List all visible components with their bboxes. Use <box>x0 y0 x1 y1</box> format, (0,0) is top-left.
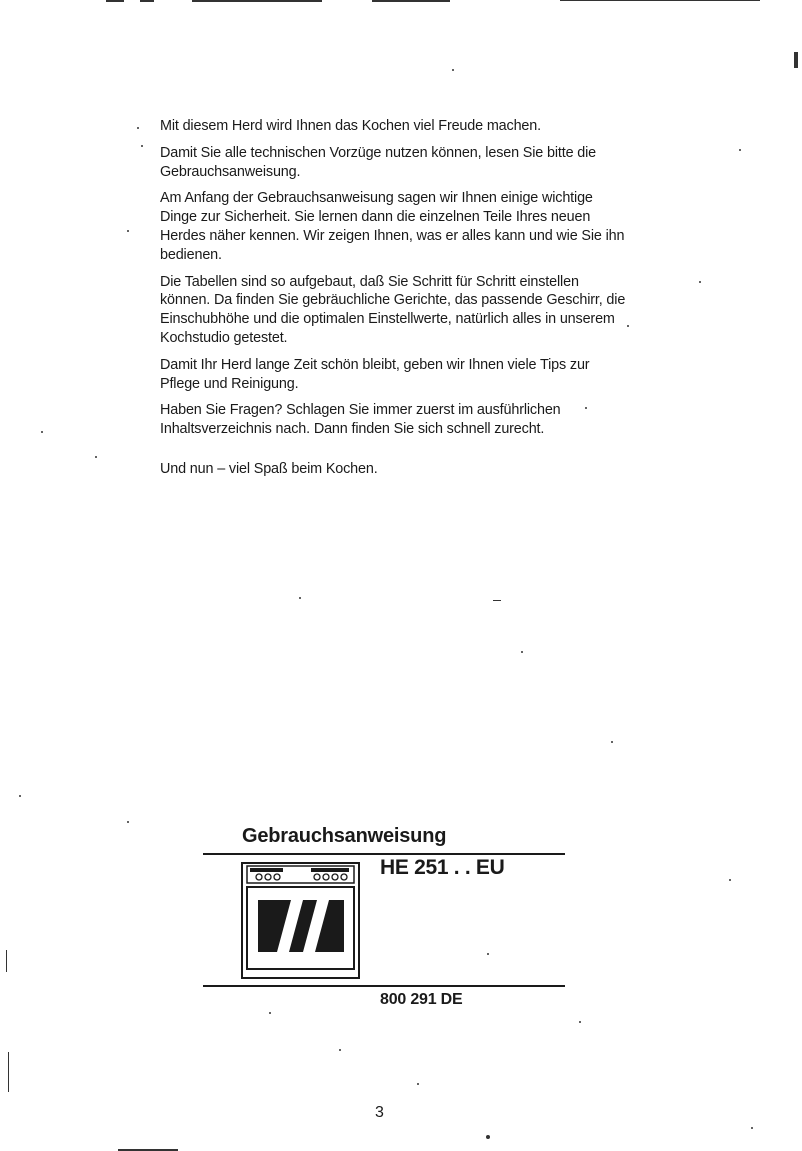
intro-closing: Und nun – viel Spaß beim Kochen. <box>160 460 378 477</box>
intro-paragraph-1: Mit diesem Herd wird Ihnen das Kochen viel Freude machen. <box>160 118 541 134</box>
intro-paragraph-3: Am Anfang der Gebrauchsanweisung sagen wir Ihnen einige wichtige Dinge zur Sicherheit. Sie lernen dann die einzelnen Teile Ihres neuen Herdes näher kennen. Wir zeigen Ihnen, was er alles kann und wie Sie ihn bedienen. <box>160 190 625 263</box>
intro-paragraph-6: Haben Sie Fragen? Schlagen Sie immer zuerst im ausführlichen Inhaltsverzeichnis nach. Dann finden Sie sich schnell zurecht. <box>160 402 561 438</box>
cover-title: Gebrauchsanweisung <box>242 825 447 847</box>
model-number: HE 251 . . EU <box>380 856 505 879</box>
intro-paragraph-4: Die Tabellen sind so aufgebaut, daß Sie Schritt für Schritt einstellen können. Da finden Sie gebräuchliche Gerichte, das passende Geschirr, die Einschubhöhe und die optimalen Einstellwerte, natürlich alles in unserem Kochstudio getestet. <box>160 273 626 346</box>
cover-top-rule <box>203 853 565 855</box>
page-number: 3 <box>375 1104 384 1121</box>
intro-text <box>160 117 630 487</box>
document-number: 800 291 DE <box>380 991 463 1008</box>
intro-paragraph-2: Damit Sie alle technischen Vorzüge nutzen können, lesen Sie bitte die Gebrauchsanweisung. <box>160 144 597 180</box>
cover-bottom-rule <box>203 985 565 987</box>
oven-icon <box>241 862 361 980</box>
intro-paragraph-5: Damit Ihr Herd lange Zeit schön bleibt, geben wir Ihnen viele Tips zur Pflege und Reinigung. <box>160 356 590 392</box>
